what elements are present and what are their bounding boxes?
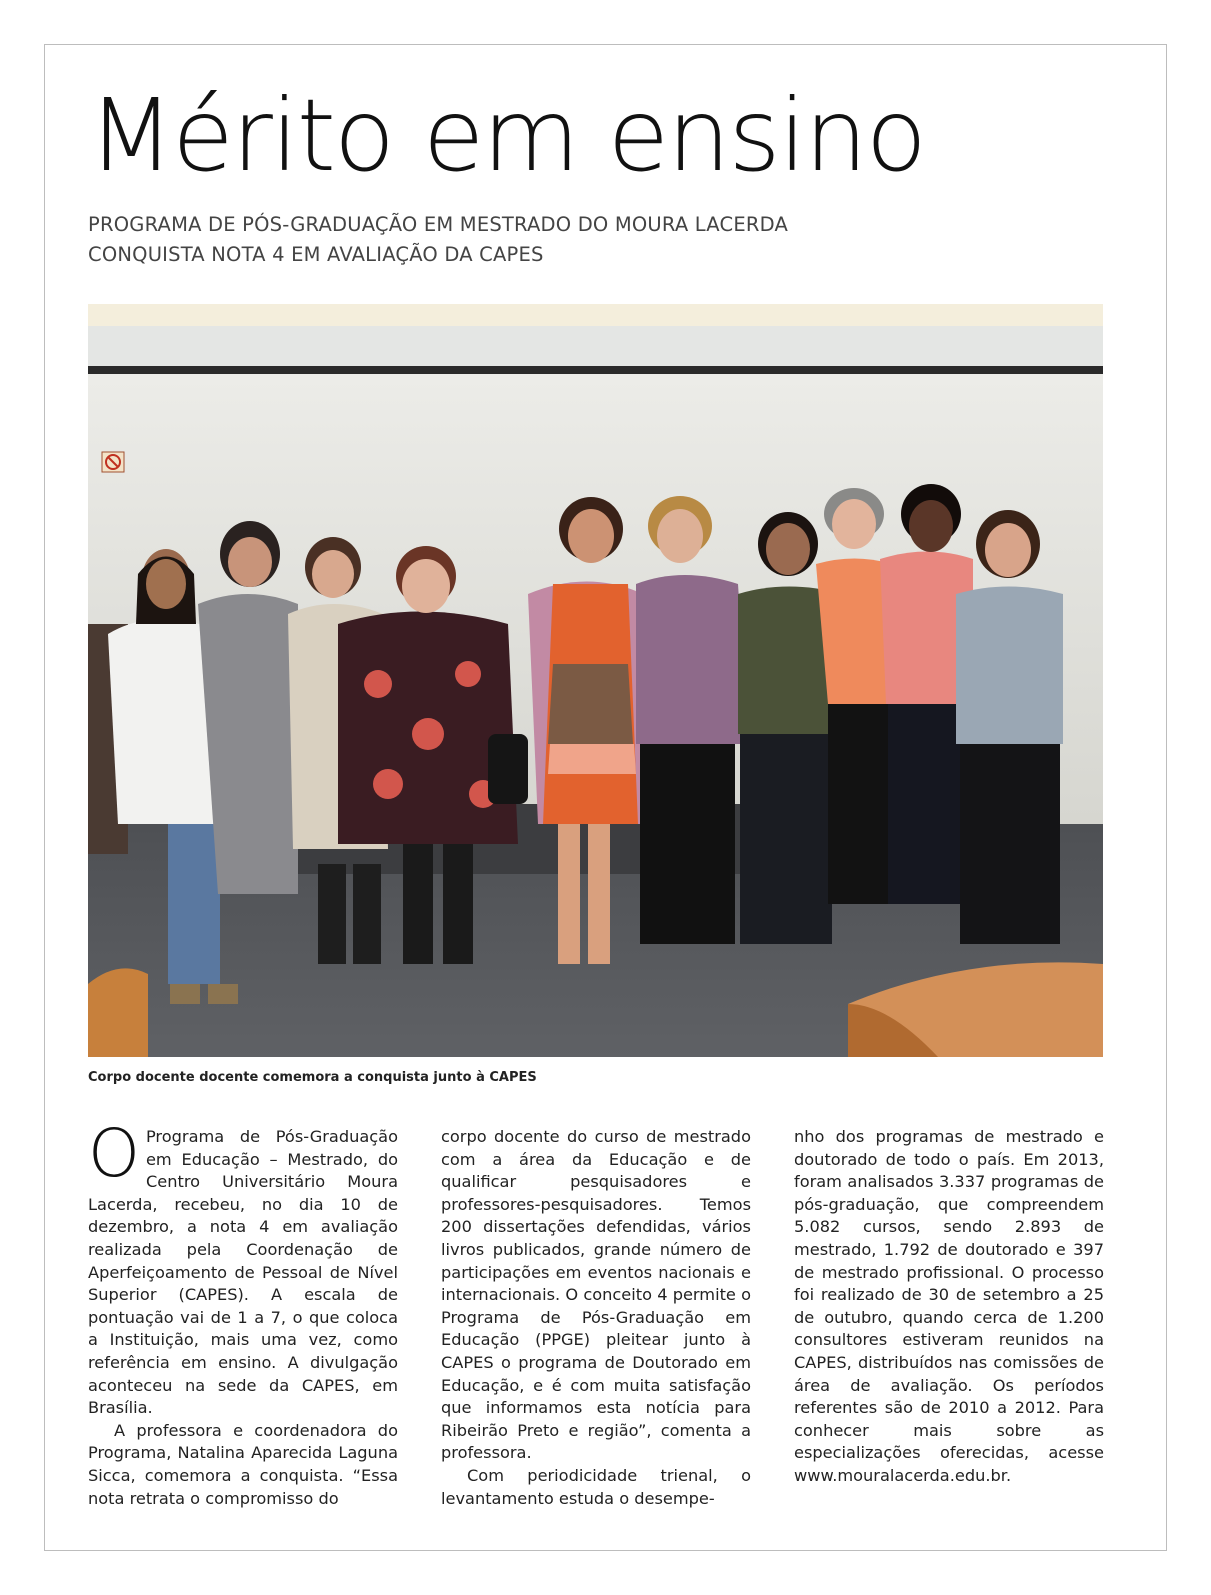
photo-caption: Corpo docente docente comemora a conquista junto à CAPES <box>88 1070 537 1085</box>
chair-left <box>88 968 148 1057</box>
group-photo-illustration <box>88 304 1103 1057</box>
subtitle-line-1: PROGRAMA DE PÓS-GRADUAÇÃO EM MESTRADO DO MOURA LACERDA <box>88 213 789 236</box>
article-column-3 <box>794 1126 1104 1488</box>
curtain-rail <box>88 366 1103 374</box>
paragraph-periodicity: Com periodicidade trienal, o levantamento estuda o desempe- <box>441 1465 751 1508</box>
paragraph-quote: corpo docente do curso de mestrado com a área da Educação e de qualificar pesquisadores e professores-pesquisadores. Temos 200 dissertações defendidas, vários livros publicados, grande número de participações em eventos nacionais e internacionais. O conceito 4 permite o Programa de Pós-Graduação em Educação (PPGE) pleitear junto à CAPES o programa de Doutorado em Educação, e é com muita satisfação que informamos esta notícia para Ribeirão Preto e região”, comenta a professora. <box>441 1127 751 1463</box>
article-column-1 <box>88 1115 398 1510</box>
intro-text: Programa de Pós-Graduação em Educação – Mestrado, do Centro Universitário Moura Lacerda, recebeu, no dia 10 de dezembro, a nota 4 em avaliação realizada pela Coordenação de Aperfeiçoamento de Pessoal de Nível Superior (CAPES). A escala de pontuação vai de 1 a 7, o que coloca a Instituição, mais uma vez, como referência em ensino. A divulgação aconteceu na sede da CAPES, em Brasília. <box>88 1127 398 1418</box>
paragraph-coordinator: A professora e coordenadora do Programa, Natalina Aparecida Laguna Sicca, comemora a conquista. “Essa nota retrata o compromisso do <box>88 1420 398 1508</box>
drop-cap: O <box>88 1115 140 1192</box>
article-title: Mérito em ensino <box>88 77 925 194</box>
article-subtitle <box>88 210 988 270</box>
ceiling-molding <box>88 326 1103 366</box>
article-column-2 <box>441 1126 751 1510</box>
paragraph-intro <box>88 1115 398 1420</box>
paragraph-evaluation: nho dos programas de mestrado e doutorado de todo o país. Em 2013, foram analisados 3.337 programas de pós-graduação, que compreendem 5.082 cursos, sendo 2.893 de mestrado, 1.792 de doutorado e 397 de mestrado profissional. O processo foi realizado de 30 de setembro a 25 de outubro, quando cerca de 1.200 consultores estiveram reunidos na CAPES, distribuídos nas comissões de área de avaliação. Os períodos referentes são de 2010 a 2012. Para conhecer mais sobre as especializações oferecidas, acesse www.mouralacerda.edu.br. <box>794 1127 1104 1485</box>
group-photo <box>88 304 1103 1057</box>
subtitle-line-2: CONQUISTA NOTA 4 EM AVALIAÇÃO DA CAPES <box>88 243 544 266</box>
no-smoking-sign-icon <box>102 452 124 472</box>
